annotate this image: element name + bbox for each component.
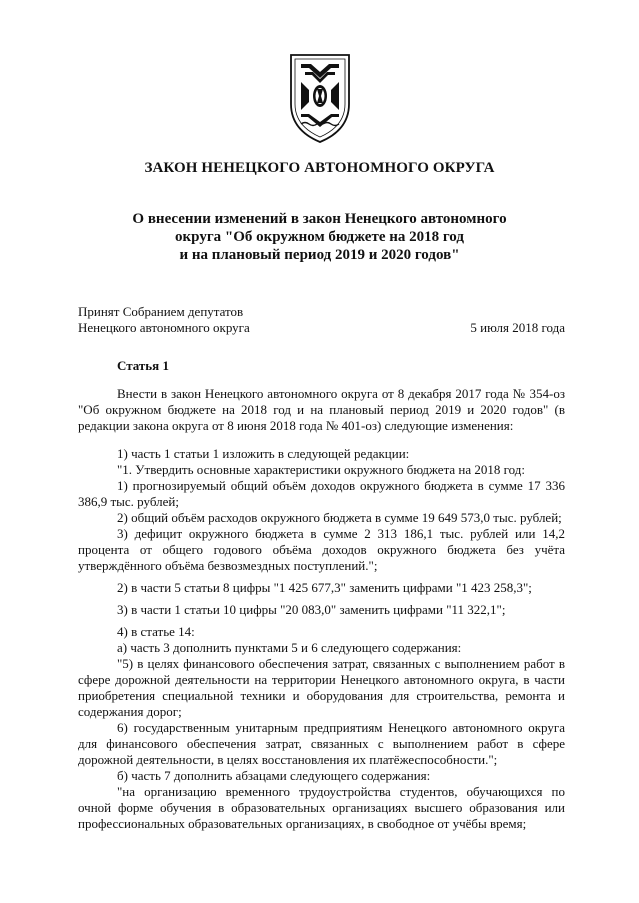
subject-line: округа "Об окружном бюджете на 2018 год (175, 229, 464, 245)
paragraph: 1) прогнозируемый общий объём доходов окружного бюджета в сумме 17 336 386,9 тыс. рублей; (78, 478, 565, 509)
paragraph: "на организацию временного трудоустройства студентов, обучающихся по очной форме обучения в образовательных организациях высшего образования или профессиональных образовательных организациях, в свободное от учёбы время; (78, 784, 565, 831)
adopted-by-line: Ненецкого автономного округа (78, 320, 250, 335)
subject-line: О внесении изменений в закон Ненецкого автономного (132, 211, 507, 227)
paragraph: 2) в части 5 статьи 8 цифры "1 425 677,3" заменить цифрами "1 423 258,3"; (117, 580, 532, 595)
paragraph: а) часть 3 дополнить пунктами 5 и 6 следующего содержания: (117, 640, 462, 655)
paragraph: Внести в закон Ненецкого автономного округа от 8 декабря 2017 года № 354-оз "Об окружном бюджете на 2018 год и на плановый период 2019 и 2020 годов" (в редакции закона округа от 8 июня 2018 года № 401-оз) следующие изменения: (78, 386, 565, 433)
paragraph: 2) общий объём расходов окружного бюджета в сумме 19 649 573,0 тыс. рублей; (117, 510, 562, 525)
law-title: ЗАКОН НЕНЕЦКОГО АВТОНОМНОГО ОКРУГА (144, 160, 495, 176)
paragraph: 3) в части 1 статьи 10 цифры "20 083,0" заменить цифрами "11 322,1"; (117, 602, 506, 617)
subject-line: и на плановый период 2019 и 2020 годов" (179, 247, 460, 263)
adopted-by-line: Принят Собранием депутатов (78, 304, 244, 319)
article-body (78, 386, 565, 832)
paragraph: 3) дефицит окружного бюджета в сумме 2 313 186,1 тыс. рублей или 14,2 процента от общего годового объёма доходов окружного бюджета без учёта утверждённого объёма безвозмездных поступлений."; (78, 526, 565, 573)
adoption-date: 5 июля 2018 года (470, 320, 565, 335)
article-heading: Статья 1 (117, 358, 169, 373)
paragraph: 4) в статье 14: (117, 624, 195, 639)
law-subject (0, 210, 639, 264)
adoption-block (78, 304, 565, 336)
paragraph: "1. Утвердить основные характеристики окружного бюджета на 2018 год: (117, 462, 526, 477)
paragraph: 6) государственным унитарным предприятиям Ненецкого автономного округа для финансового обеспечения затрат, связанных с выполнением работ в сфере дорожной деятельности, в целях восстановления их платёжеспособности."; (78, 720, 565, 767)
paragraph: б) часть 7 дополнить абзацами следующего содержания: (117, 768, 431, 783)
paragraph: 1) часть 1 статьи 1 изложить в следующей редакции: (117, 446, 410, 461)
paragraph: "5) в целях финансового обеспечения затрат, связанных с выполнением работ в сфере дорожной деятельности на территории Ненецкого автономного округа, в части приобретения специальной техники и оборудования для строительства, ремонта и содержания дорог; (78, 656, 565, 719)
coat-of-arms-icon (287, 52, 353, 144)
